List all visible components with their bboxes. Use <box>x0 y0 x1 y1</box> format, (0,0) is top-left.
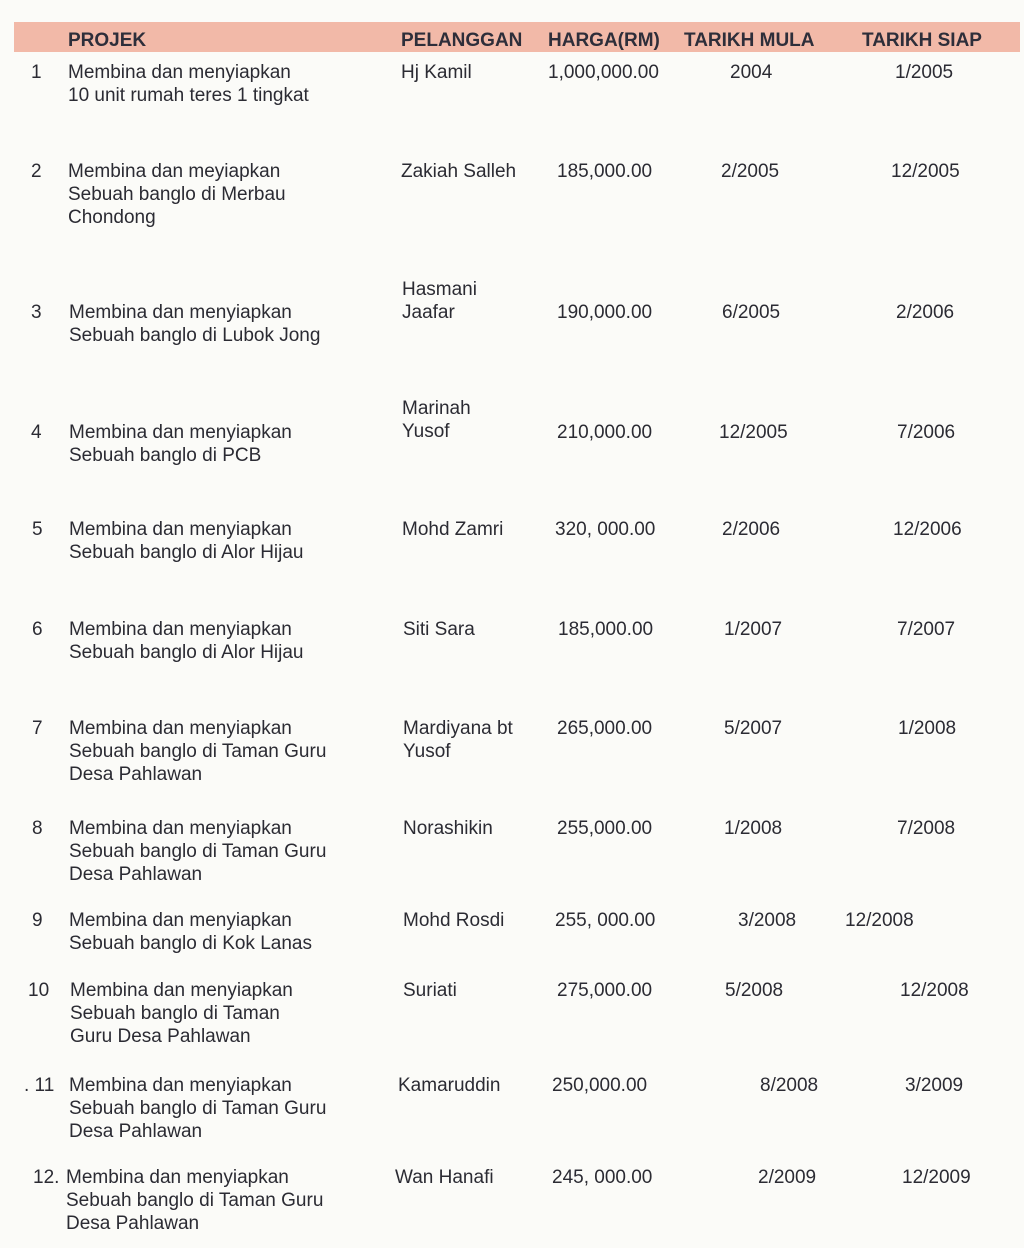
project-description-line: 10 unit rumah teres 1 tingkat <box>68 85 309 106</box>
project-description-line: Guru Desa Pahlawan <box>70 1026 251 1047</box>
client-name-line: Kamaruddin <box>398 1075 501 1096</box>
project-description-line: Desa Pahlawan <box>66 1213 200 1234</box>
client-name-line: Suriati <box>403 980 457 1001</box>
project-description <box>69 518 304 564</box>
client-name <box>402 278 477 324</box>
client-name-line: Mohd Zamri <box>402 519 504 540</box>
completion-date: 12/2006 <box>893 519 962 540</box>
project-description-line: Sebuah banglo di Lubok Jong <box>69 325 321 346</box>
project-description <box>68 160 286 229</box>
start-date: 5/2007 <box>724 718 783 739</box>
project-description-line: Desa Pahlawan <box>69 764 203 785</box>
project-description-line: Membina dan menyiapkan <box>69 718 292 739</box>
client-name <box>395 1166 494 1189</box>
client-name <box>402 518 503 541</box>
row-number: 9 <box>32 910 43 931</box>
project-description-line: Sebuah banglo di Taman <box>70 1003 280 1024</box>
completion-date: 7/2006 <box>897 422 956 443</box>
client-name-line: Yusof <box>403 741 451 762</box>
project-description-line: Desa Pahlawan <box>69 864 203 885</box>
project-description-line: Membina dan menyiapkan <box>69 302 292 323</box>
row-number: 6 <box>32 619 43 640</box>
price-value: 210,000.00 <box>557 422 653 443</box>
project-description-line: Membina dan menyiapkan <box>70 980 293 1001</box>
client-name-line: Siti Sara <box>403 619 475 640</box>
row-number: 5 <box>32 519 43 540</box>
start-date: 2/2006 <box>722 519 781 540</box>
client-name <box>401 61 472 84</box>
start-date: 8/2008 <box>760 1075 819 1096</box>
project-description <box>69 1074 326 1143</box>
client-name-line: Mardiyana bt <box>403 718 513 739</box>
price-value: 255, 000.00 <box>555 910 656 931</box>
project-description <box>69 301 320 347</box>
completion-date: 2/2006 <box>896 302 955 323</box>
project-description-line: Membina dan menyiapkan <box>66 1167 289 1188</box>
completion-date: 12/2005 <box>891 161 960 182</box>
client-name-line: Norashikin <box>403 818 493 839</box>
project-description <box>69 421 292 467</box>
project-description-line: Chondong <box>68 207 156 228</box>
row-number: 10 <box>28 980 50 1001</box>
completion-date: 12/2008 <box>900 980 969 1001</box>
start-date: 2/2005 <box>721 161 780 182</box>
project-description-line: Sebuah banglo di Alor Hijau <box>69 642 304 663</box>
client-name-line: Marinah <box>402 398 471 419</box>
project-description <box>66 1166 323 1235</box>
project-description-line: Sebuah banglo di Kok Lanas <box>69 933 312 954</box>
start-date: 5/2008 <box>725 980 784 1001</box>
client-name <box>401 160 516 183</box>
price-value: 185,000.00 <box>557 161 653 182</box>
project-description-line: Sebuah banglo di Taman Guru <box>69 1098 327 1119</box>
project-description-line: Membina dan menyiapkan <box>68 62 291 83</box>
client-name <box>403 817 493 840</box>
completion-date: 7/2007 <box>897 619 956 640</box>
project-description-line: Sebuah banglo di Taman Guru <box>69 841 327 862</box>
price-value: 190,000.00 <box>557 302 653 323</box>
start-date: 1/2007 <box>724 619 783 640</box>
header-tarikh-mula: TARIKH MULA <box>684 30 815 51</box>
price-value: 265,000.00 <box>557 718 653 739</box>
project-description-line: Membina dan meyiapkan <box>68 161 281 182</box>
header-pelanggan: PELANGGAN <box>401 30 523 51</box>
start-date: 2004 <box>730 62 773 83</box>
project-description-line: Sebuah banglo di Alor Hijau <box>69 542 304 563</box>
project-description-line: Membina dan menyiapkan <box>69 1075 292 1096</box>
project-description-line: Membina dan menyiapkan <box>69 519 292 540</box>
client-name <box>403 618 475 641</box>
project-description <box>69 717 326 786</box>
project-description <box>68 61 309 107</box>
header-projek: PROJEK <box>68 30 147 51</box>
client-name-line: Yusof <box>402 421 450 442</box>
completion-date: 1/2008 <box>898 718 957 739</box>
row-number: 3 <box>31 302 42 323</box>
row-number: 1 <box>31 62 42 83</box>
row-number: . 11 <box>24 1075 55 1096</box>
completion-date: 12/2009 <box>902 1167 971 1188</box>
price-value: 1,000,000.00 <box>548 62 659 83</box>
client-name-line: Zakiah Salleh <box>401 161 517 182</box>
start-date: 3/2008 <box>738 910 797 931</box>
row-number: 4 <box>31 422 42 443</box>
project-description-line: Sebuah banglo di Merbau <box>68 184 286 205</box>
project-description-line: Membina dan menyiapkan <box>69 619 292 640</box>
start-date: 2/2009 <box>758 1167 817 1188</box>
start-date: 1/2008 <box>724 818 783 839</box>
project-description <box>69 909 312 955</box>
price-value: 250,000.00 <box>552 1075 648 1096</box>
completion-date: 7/2008 <box>897 818 956 839</box>
row-number: 2 <box>31 161 42 182</box>
project-description-line: Sebuah banglo di PCB <box>69 445 262 466</box>
project-description <box>69 618 304 664</box>
client-name <box>403 909 504 932</box>
completion-date: 1/2005 <box>895 62 954 83</box>
project-description-line: Membina dan menyiapkan <box>69 910 292 931</box>
client-name-line: Hj Kamil <box>401 62 472 83</box>
price-value: 185,000.00 <box>558 619 654 640</box>
header-tarikh-siap: TARIKH SIAP <box>862 30 982 51</box>
client-name <box>398 1074 500 1097</box>
completion-date: 12/2008 <box>845 910 914 931</box>
project-description-line: Membina dan menyiapkan <box>69 818 292 839</box>
client-name <box>403 717 513 763</box>
project-description-line: Sebuah banglo di Taman Guru <box>66 1190 324 1211</box>
completion-date: 3/2009 <box>905 1075 964 1096</box>
client-name <box>403 979 457 1002</box>
project-description <box>69 817 326 886</box>
row-number: 12. <box>33 1167 60 1188</box>
project-description-line: Membina dan menyiapkan <box>69 422 292 443</box>
project-description-line: Desa Pahlawan <box>69 1121 203 1142</box>
row-number: 8 <box>32 818 43 839</box>
price-value: 320, 000.00 <box>555 519 656 540</box>
price-value: 255,000.00 <box>557 818 653 839</box>
project-description-line: Sebuah banglo di Taman Guru <box>69 741 327 762</box>
project-description <box>70 979 293 1048</box>
price-value: 245, 000.00 <box>552 1167 653 1188</box>
row-number: 7 <box>32 718 43 739</box>
price-value: 275,000.00 <box>557 980 653 1001</box>
header-harga: HARGA(RM) <box>548 30 660 51</box>
client-name-line: Mohd Rosdi <box>403 910 505 931</box>
client-name-line: Jaafar <box>402 302 455 323</box>
client-name <box>402 397 471 443</box>
start-date: 12/2005 <box>719 422 788 443</box>
start-date: 6/2005 <box>722 302 781 323</box>
client-name-line: Hasmani <box>402 279 477 300</box>
client-name-line: Wan Hanafi <box>395 1167 494 1188</box>
